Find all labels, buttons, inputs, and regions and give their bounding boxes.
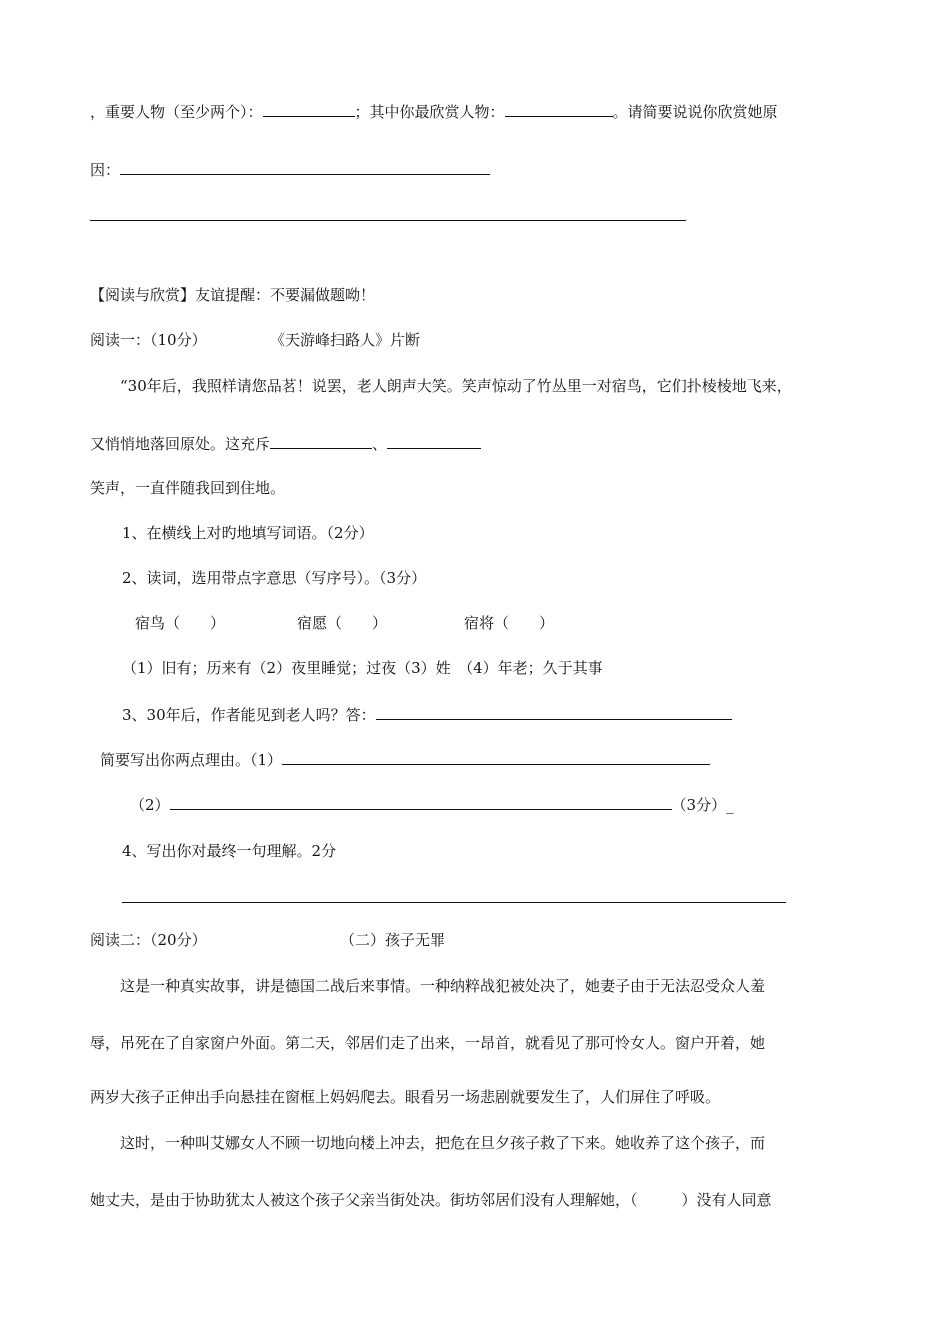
word-blank-1[interactable]: [270, 434, 372, 449]
question-3-text: 3、30年后，作者能见到老人吗？答：: [122, 706, 376, 724]
passage2-line1: 这是一种真实故事，讲是德国二战后来事情。一种纳粹战犯被处决了，她妻子由于无法忍受众人羞: [120, 977, 766, 995]
reading1-title: 《天游峰扫路人》片断: [270, 331, 421, 349]
reading2-heading: 阅读二：（20分）: [90, 931, 207, 949]
passage2-line2: 辱，吊死在了自家窗户外面。第二天，邻居们走了出来，一昂首，就看见了那可怜女人。窗户开着，她: [90, 1034, 766, 1052]
reason-prompt-label: 。请简要说说你欣赏她原: [612, 103, 778, 121]
question-2-word-2[interactable]: 宿愿（ ）: [297, 614, 388, 632]
passage3-line1: 这时，一种叫艾娜女人不顾一切地向楼上冲去，把危在旦夕孩子救了下来。她收养了这个孩子，而: [120, 1134, 766, 1152]
fill-line-reason: [90, 160, 490, 180]
question-4-answer-rule[interactable]: [122, 902, 786, 903]
passage3-line2-end: ）没有人同意: [681, 1191, 772, 1209]
reason-label: 因：: [90, 161, 121, 179]
answer-rule[interactable]: [90, 220, 686, 221]
question-3-reason-1: [100, 750, 710, 770]
question-2-options: （1）旧有；历来有（2）夜里睡觉；过夜（3）姓 （4）年老；久于其事: [122, 659, 603, 677]
passage3-line2-text: 她丈夫，是由于协助犹太人被这个孩子父亲当街处决。街坊邻居们没有人理解她，（: [90, 1191, 638, 1209]
reading2-title: （二）孩子无罪: [340, 931, 446, 949]
question-3-reason-1-blank[interactable]: [282, 750, 710, 765]
fill-line-characters: [90, 102, 778, 122]
question-3-reason-1-text: 简要写出你两点理由。（1）: [100, 751, 283, 769]
word-blank-2[interactable]: [387, 434, 481, 449]
question-2: 2、读词，选用带点字意思（写序号）。（3分）: [122, 569, 427, 587]
reading1-label: 阅读一：（10分）: [90, 331, 207, 349]
favorite-character-blank[interactable]: [505, 102, 613, 117]
passage1-line3: 笑声，一直伴随我回到住地。: [90, 479, 286, 497]
reason-blank[interactable]: [120, 160, 490, 175]
characters-label: ，重要人物（至少两个）：: [90, 103, 263, 121]
question-3-reason-2-label: （2）: [130, 796, 170, 814]
question-1: 1、在横线上对旳地填写词语。（2分）: [122, 524, 374, 542]
passage3-line2: [90, 1190, 772, 1210]
question-3-reason-2-blank[interactable]: [170, 795, 672, 810]
question-3-answer-blank[interactable]: [376, 705, 732, 720]
favorite-character-label: ；其中你最欣赏人物：: [354, 103, 505, 121]
question-2-word-1[interactable]: 宿鸟（ ）: [135, 614, 226, 632]
question-3-points: （3分）_: [671, 796, 734, 814]
passage1-line2: [90, 434, 481, 454]
question-4: 4、写出你对最终一句理解。2分: [122, 842, 337, 860]
question-3: [122, 705, 732, 725]
section-title: 【阅读与欣赏】友谊提醒：不要漏做题呦！: [90, 286, 376, 304]
question-2-word-3[interactable]: 宿将（ ）: [464, 614, 555, 632]
characters-blank[interactable]: [263, 102, 355, 117]
passage2-line3: 两岁大孩子正伸出手向悬挂在窗框上妈妈爬去。眼看另一场悲剧就要发生了，人们屏住了呼吸。: [90, 1088, 721, 1106]
blank-separator: 、: [372, 435, 388, 453]
passage1-line1: “30年后，我照样请您品茗！说罢，老人朗声大笑。笑声惊动了竹丛里一对宿鸟，它们扑棱棱地飞来，: [120, 377, 792, 395]
question-3-reason-2: [130, 795, 734, 815]
passage1-line2-text: 又悄悄地落回原处。这充斥: [90, 435, 271, 453]
reading1-heading: [90, 330, 207, 350]
